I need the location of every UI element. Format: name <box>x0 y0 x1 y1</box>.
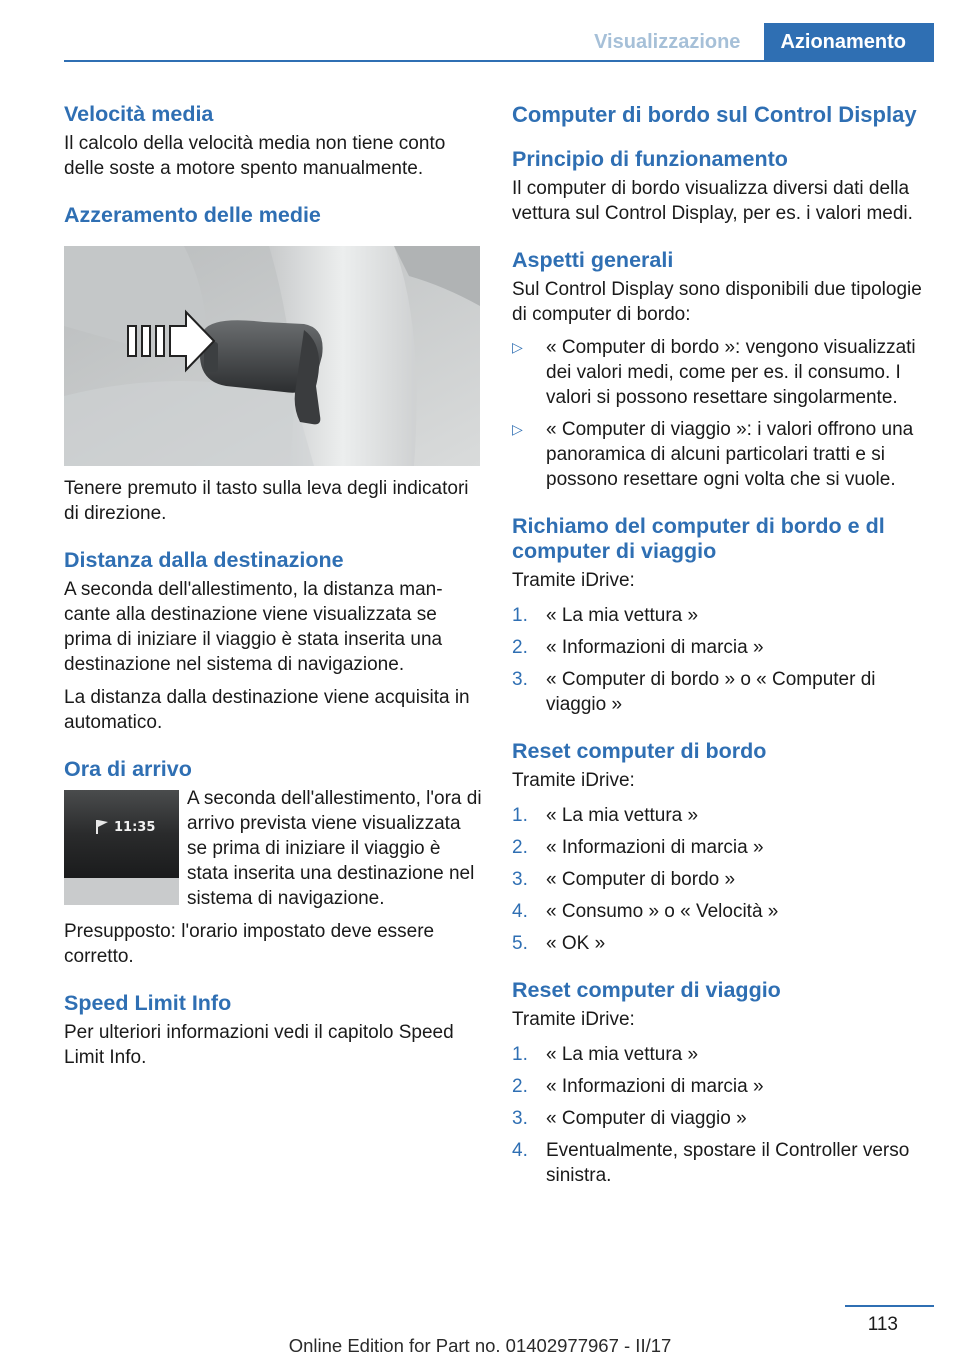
general-bullet-list <box>512 335 930 492</box>
arrival-time-display <box>64 790 179 905</box>
tab-operation: Azionamento <box>764 23 934 61</box>
list-item: 4. « Consumo » o « Velocità » <box>512 901 779 922</box>
list-item: 1. « La mia vettura » <box>512 1044 699 1065</box>
heading-principle: Principio di funzionamento <box>512 147 788 171</box>
bullet-triangle-icon: ▷ <box>512 339 523 355</box>
list-item: ▷ « Computer di viaggio »: i valori offrono una panoramica di alcuni particolari tratti e si possono resettare ogni volta che si vuole. <box>512 419 914 490</box>
left-column <box>64 102 482 1078</box>
list-item: 4. Eventualmente, spostare il Controller verso sinistra. <box>512 1140 910 1186</box>
text-principle: Il computer di bordo visualizza diversi dati della vettura sul Control Display, per es. i valori medi. <box>512 178 913 224</box>
right-column <box>512 102 930 1196</box>
stalk-button-illustration <box>64 246 480 466</box>
header-tabs <box>570 23 934 61</box>
heading-distance: Distanza dalla destinazione <box>64 548 344 572</box>
reset-board-steps <box>512 803 930 956</box>
list-item: 2. « Informazioni di marcia » <box>512 637 764 658</box>
heading-reset-trip: Reset computer di viaggio <box>512 978 781 1002</box>
heading-arrival: Ora di arrivo <box>64 757 192 781</box>
text-distance-2: La distanza dalla destinazione viene acquisita in automatico. <box>64 687 470 733</box>
list-item: 2. « Informazioni di marcia » <box>512 837 764 858</box>
title-board-computer: Computer di bordo sul Control Display <box>512 102 917 127</box>
text-general: Sul Control Display sono disponibili due tipologie di computer di bordo: <box>512 279 922 325</box>
text-arrival-2: Presupposto: l'orario impostato deve essere corretto. <box>64 921 435 967</box>
text-reset-trip-intro: Tramite iDrive: <box>512 1009 635 1030</box>
text-avg-speed: Il calcolo della velocità media non tiene conto delle soste a motore spento manualmente. <box>64 133 446 179</box>
page-number: 113 <box>867 1314 898 1335</box>
arrival-time-text: 11:35 <box>114 820 156 835</box>
caption-reset: Tenere premuto il tasto sulla leva degli indicatori di direzione. <box>64 478 469 524</box>
list-item: ▷ « Computer di bordo »: vengono visualizzati dei valori medi, come per es. il consumo. I valori si possono resettare singolarmente. <box>512 337 916 408</box>
header-rule <box>64 60 934 62</box>
reset-trip-steps <box>512 1042 930 1188</box>
recall-steps <box>512 603 930 717</box>
text-speed-limit: Per ulteriori informazioni vedi il capitolo Speed Limit Info. <box>64 1022 454 1068</box>
text-reset-board-intro: Tramite iDrive: <box>512 770 635 791</box>
list-item: 3. « Computer di bordo » <box>512 869 736 890</box>
text-recall-intro: Tramite iDrive: <box>512 570 635 591</box>
bullet-triangle-icon: ▷ <box>512 421 523 437</box>
list-item: 5. « OK » <box>512 933 606 954</box>
tab-display: Visualizzazione <box>594 31 741 53</box>
list-item: 1. « La mia vettura » <box>512 605 699 626</box>
heading-speed-limit: Speed Limit Info <box>64 991 232 1015</box>
heading-recall: Richiamo del computer di bordo e dl computer di viaggio <box>512 514 885 563</box>
heading-reset-board: Reset computer di bordo <box>512 739 767 763</box>
text-distance-1: A seconda dell'allestimento, la distanza mancante alla destinazione viene visualizzata se prima di iniziare il viaggio è stata inserita una destinazione nel sistema di navigazione. <box>64 579 443 675</box>
footer-edition: Online Edition for Part no. 01402977967 - II/17 <box>288 1335 672 1356</box>
list-item: 1. « La mia vettura » <box>512 805 699 826</box>
footer-rule <box>845 1305 934 1307</box>
text-arrival-1: A seconda dell'allestimento, l'ora di arrivo prevista viene visualizzata se prima di iniziare il viaggio è stata inserita una destinazione nel sistema di navigazione. <box>187 788 482 909</box>
list-item: 3. « Computer di viaggio » <box>512 1108 747 1129</box>
heading-reset-averages: Azzeramento delle medie <box>64 203 321 227</box>
heading-general: Aspetti generali <box>512 248 674 272</box>
list-item: 3. « Computer di bordo » o « Computer di viaggio » <box>512 669 876 715</box>
list-item: 2. « Informazioni di marcia » <box>512 1076 764 1097</box>
arrival-block <box>64 786 482 919</box>
heading-avg-speed: Velocità media <box>64 102 214 126</box>
